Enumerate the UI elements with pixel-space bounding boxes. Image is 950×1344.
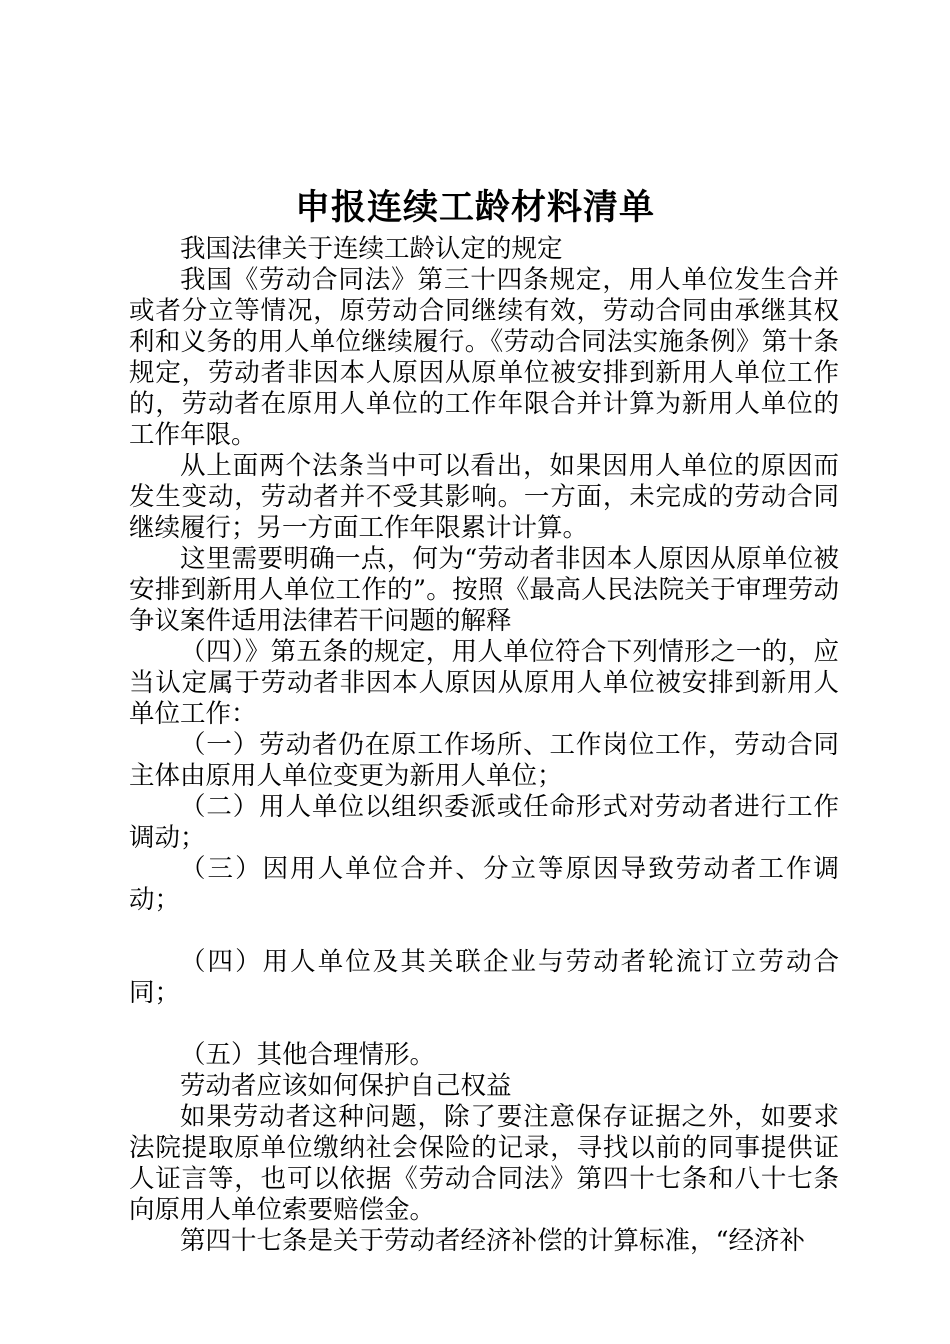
document-title: 申报连续工龄材料清单 xyxy=(294,187,655,228)
paragraph-section-heading-rights: 劳动者应该如何保护自己权益 xyxy=(180,1071,512,1101)
paragraph-protection: 如果劳动者这种问题，除了要注意保存证据之外，如要求法院提取原单位缴纳社会保险的记录，寻找以前的同事提供证人证言等，也可以依据《劳动合同法》第四十七条和八十七条向原用人单位索要赔偿金。 xyxy=(129,1102,839,1225)
paragraph-section-heading-law: 我国法律关于连续工龄认定的规定 xyxy=(180,234,563,264)
list-item-1: （一）劳动者仍在原工作场所、工作岗位工作，劳动合同主体由原用人单位变更为新用人单位； xyxy=(129,730,839,791)
list-item-2: （二）用人单位以组织委派或任命形式对劳动者进行工作调动； xyxy=(129,792,839,853)
list-item-4: （四）用人单位及其关联企业与劳动者轮流订立劳动合同； xyxy=(129,947,839,1008)
paragraph-article-47: 第四十七条是关于劳动者经济补偿的计算标准，“经济补 xyxy=(180,1226,806,1256)
list-item-5: （五）其他合理情形。 xyxy=(180,1040,436,1070)
document-body xyxy=(129,234,839,1257)
paragraph-article-five: （四）》第五条的规定，用人单位符合下列情形之一的，应当认定属于劳动者非因本人原因从原用人单位被安排到新用人单位工作： xyxy=(129,637,839,729)
paragraph-labor-contract-law: 我国《劳动合同法》第三十四条规定，用人单位发生合并或者分立等情况，原劳动合同继续有效，劳动合同由承继其权利和义务的用人单位继续履行。《劳动合同法实施条例》第十条规定，劳动者非因本人原因从原单位被安排到新用人单位工作的，劳动者在原用人单位的工作年限合并计算为新用人单位的工作年限。 xyxy=(129,265,839,450)
list-item-3: （三）因用人单位合并、分立等原因导致劳动者工作调动； xyxy=(129,854,839,915)
paragraph-analysis: 从上面两个法条当中可以看出，如果因用人单位的原因而发生变动，劳动者并不受其影响。一方面，未完成的劳动合同继续履行；另一方面工作年限累计计算。 xyxy=(129,451,839,543)
paragraph-clarification: 这里需要明确一点，何为“劳动者非因本人原因从原单位被安排到新用人单位工作的”。按照《最高人民法院关于审理劳动争议案件适用法律若干问题的解释 xyxy=(129,544,839,636)
